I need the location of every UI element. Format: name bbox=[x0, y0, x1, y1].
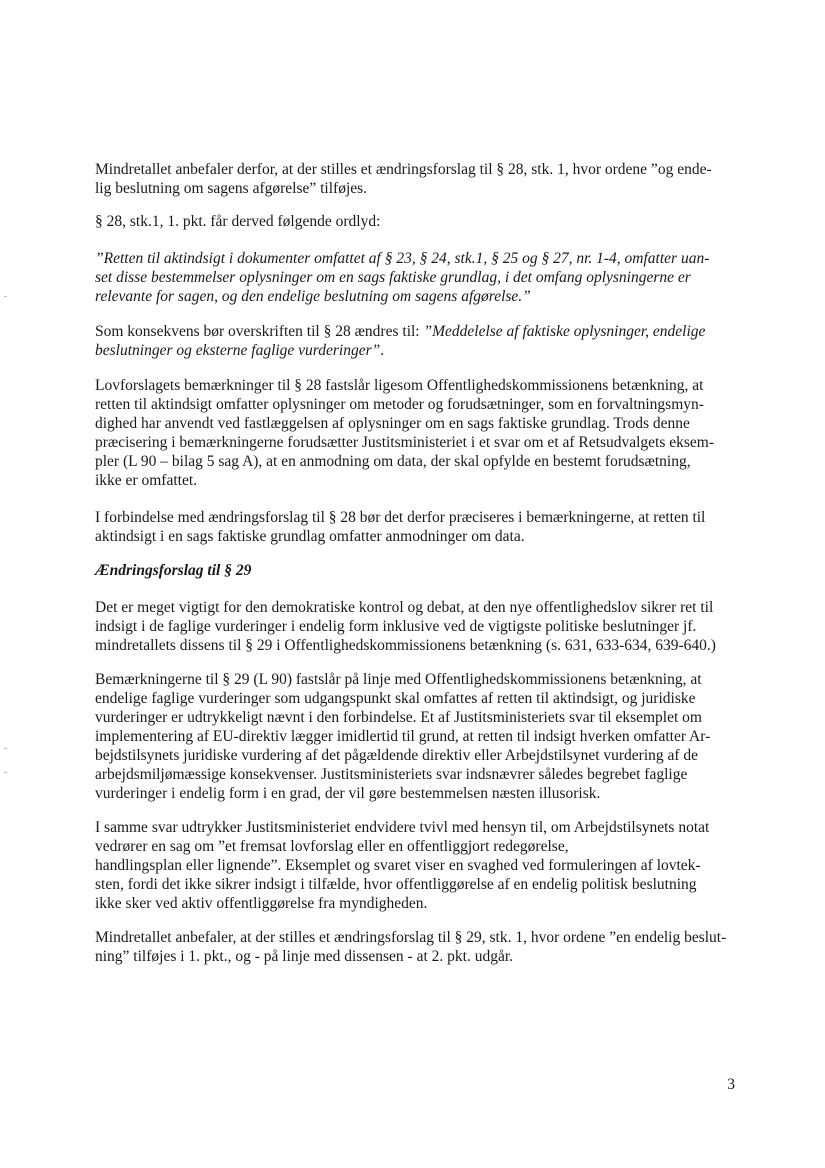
text-line: pler (L 90 – bilag 5 sag A), at en anmodning om data, der skal opfylde en bestemt forudsætning, bbox=[95, 453, 691, 470]
paragraph-clarification-28 bbox=[95, 508, 745, 546]
text-line bbox=[95, 341, 745, 360]
scan-mark bbox=[4, 772, 7, 773]
text-line: vurderinger i endelig form i en grad, der vil gøre bestemmelsen næsten illusorisk. bbox=[95, 785, 601, 802]
text-fragment: . bbox=[380, 342, 385, 359]
text-line: I samme svar udtrykker Justitsministeriet endvidere tvivl med hensyn til, om Arbejdstilsynets notat bbox=[95, 819, 710, 836]
paragraph-doubt bbox=[95, 818, 745, 913]
text-line: mindretallets dissens til § 29 i Offentlighedskommissionens betænkning (s. 631, 633-634, 639-640.) bbox=[95, 637, 716, 654]
text-line: Bemærkningerne til § 29 (L 90) fastslår på linje med Offentlighedskommissionens betænkning, at bbox=[95, 671, 702, 688]
paragraph-heading-change bbox=[95, 322, 745, 360]
text-line: arbejdsmiljømæssige konsekvenser. Justitsministeriets svar indsnævrer således begrebet faglige bbox=[95, 766, 688, 783]
text-line: sten, fordi det ikke sikrer indsigt i tilfælde, hvor offentliggørelse af en endelig politisk beslutning bbox=[95, 876, 697, 893]
quoted-provision-28 bbox=[95, 249, 745, 306]
text-line: Det er meget vigtigt for den demokratiske kontrol og debat, at den nye offentlighedslov sikrer ret til bbox=[95, 599, 714, 616]
text-line: præcisering i bemærkningerne forudsætter Justitsministeriet i et svar om et af Retsudvalgets eksem- bbox=[95, 434, 715, 451]
paragraph-importance-29 bbox=[95, 598, 745, 655]
scan-mark bbox=[4, 296, 7, 297]
text-line: ikke er omfattet. bbox=[95, 472, 197, 489]
section-heading bbox=[95, 561, 745, 580]
text-line: Lovforslagets bemærkninger til § 28 fastslår ligesom Offentlighedskommissionens betænkning, at bbox=[95, 377, 704, 394]
paragraph-remarks-29 bbox=[95, 670, 745, 803]
text-line: Mindretallet anbefaler, at der stilles et ændringsforslag til § 29, stk. 1, hvor ordene ”en endelig beslut- bbox=[95, 929, 727, 946]
italic-fragment: beslutninger og eksterne faglige vurderinger” bbox=[95, 342, 381, 359]
heading-text: Ændringsforslag til § 29 bbox=[95, 562, 252, 579]
text-line: handlingsplan eller lignende”. Eksemplet og svaret viser en svaghed ved formuleringen af lovtek- bbox=[95, 857, 701, 874]
text-line: I forbindelse med ændringsforslag til § 28 bør det derfor præciseres i bemærkningerne, at retten til bbox=[95, 509, 706, 526]
italic-fragment: ”Meddelelse af faktiske oplysninger, endelige bbox=[423, 323, 706, 340]
text-line: § 28, stk.1, 1. pkt. får derved følgende ordlyd: bbox=[95, 213, 381, 230]
text-line bbox=[95, 322, 745, 341]
text-line: ning” tilføjes i 1. pkt., og - på linje med dissensen - at 2. pkt. udgår. bbox=[95, 948, 514, 965]
text-line: bejdstilsynets juridiske vurdering af det pågældende direktiv eller Arbejdstilsynet vurdering af de bbox=[95, 747, 699, 764]
page-number: 3 bbox=[727, 1076, 735, 1093]
text-line: vedrører en sag om ”et fremsat lovforslag eller en offentliggjort redegørelse, bbox=[95, 838, 569, 855]
text-line: relevante for sagen, og den endelige beslutning om sagens afgørelse.” bbox=[95, 288, 531, 305]
text-line: endelige faglige vurderinger som udgangspunkt skal omfattes af retten til aktindsigt, og juridiske bbox=[95, 690, 696, 707]
text-line: Mindretallet anbefaler derfor, at der stilles et ændringsforslag til § 28, stk. 1, hvor ordene ”og ende- bbox=[95, 161, 712, 178]
scan-mark bbox=[4, 748, 7, 749]
text-fragment: Som konsekvens bør overskriften til § 28 ændres til: bbox=[95, 323, 424, 340]
paragraph-recommendation-29 bbox=[95, 928, 745, 966]
text-line: retten til aktindsigt omfatter oplysninger om metoder og forudsætninger, som en forvaltningsmyn- bbox=[95, 396, 704, 413]
text-line: implementering af EU-direktiv lægger imidlertid til grund, at retten til indsigt hverken omfatter Ar- bbox=[95, 728, 711, 745]
paragraph-wording-intro bbox=[95, 212, 745, 231]
text-line: lig beslutning om sagens afgørelse” tilføjes. bbox=[95, 180, 368, 197]
text-line: aktindsigt i en sags faktiske grundlag omfatter anmodninger om data. bbox=[95, 528, 525, 545]
paragraph-recommendation-28 bbox=[95, 160, 745, 198]
paragraph-remarks-28 bbox=[95, 376, 745, 490]
text-line: ikke sker ved aktiv offentliggørelse fra myndigheden. bbox=[95, 895, 428, 912]
text-line: ”Retten til aktindsigt i dokumenter omfattet af § 23, § 24, stk.1, § 25 og § 27, nr. 1-4, omfatter uan- bbox=[95, 250, 710, 267]
text-line: set disse bestemmelser oplysninger om en sags faktiske grundlag, i det omfang oplysningerne er bbox=[95, 269, 691, 286]
text-line: indsigt i de faglige vurderinger i endelig form inklusive ved de vigtigste politiske beslutninger jf. bbox=[95, 618, 697, 635]
text-line: dighed har anvendt ved fastlæggelsen af oplysninger om en sags faktiske grundlag. Trods denne bbox=[95, 415, 690, 432]
text-line: vurderinger er udtrykkeligt nævnt i den forbindelse. Et af Justitsministeriets svar til eksemplet om bbox=[95, 709, 702, 726]
